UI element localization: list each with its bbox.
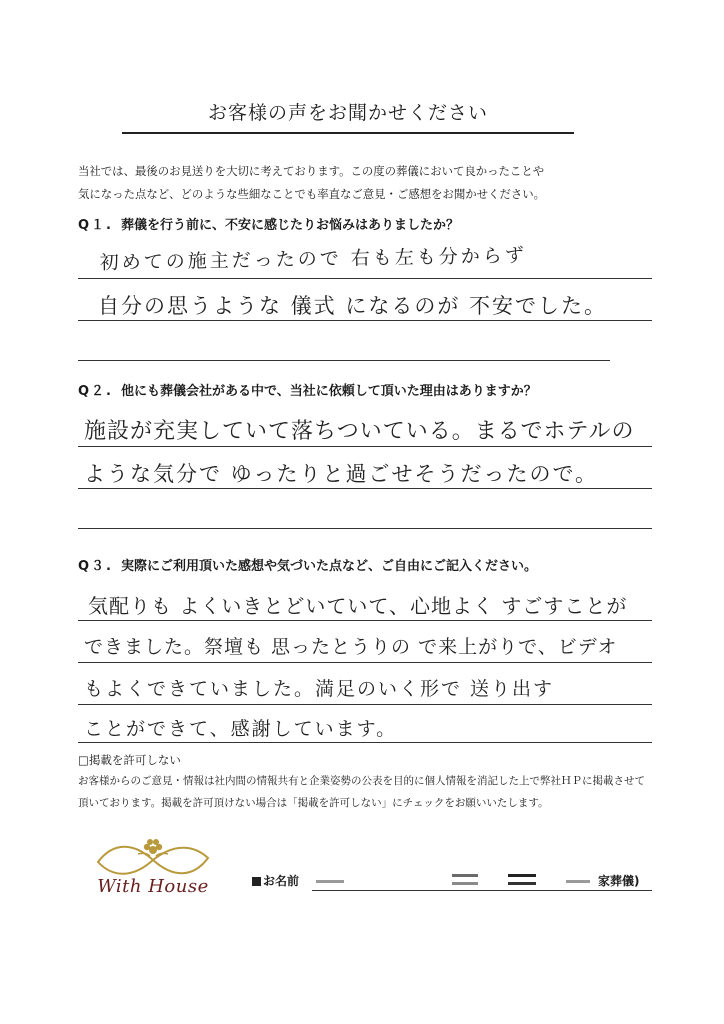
redaction-mark: [452, 882, 478, 885]
redaction-mark: [316, 880, 344, 883]
question-1-text: 葬儀を行う前に、不安に感じたりお悩みはありましたか？: [121, 218, 460, 233]
title-underline: [122, 132, 574, 134]
q2-answer-rule-3: [78, 528, 652, 529]
redaction-mark: [508, 882, 536, 885]
q2-answer-line-1: 施設が充実していて落ちついている。まるでホテルの: [84, 419, 635, 444]
privacy-notice-line-2: 頂いております。掲載を許可頂けない場合は「掲載を許可しない」にチェックをお願いいたします。: [78, 797, 549, 809]
q2-answer-rule-2: [78, 488, 652, 489]
q1-answer-line-1: 初めての施主だったので 右も左も分からず: [99, 244, 527, 275]
intro-text: [78, 160, 678, 206]
q3-answer-line-3: もよくできていました。満足のいく形で 送り出す: [84, 678, 555, 700]
intro-line-2: 気になった点など、どのような些細なことでも率直なご意見・ご感想をお聞かせください。: [78, 187, 546, 201]
q2-answer-rule-1: [78, 446, 652, 447]
q3-answer-line-1: 気配りも よくいきとどいていて、心地よく すごすことが: [88, 594, 628, 618]
question-1-label: Q１.: [78, 218, 113, 233]
q3-answer-line-4: ことができて、感謝しています。: [84, 718, 398, 740]
q1-answer-rule-3: [78, 360, 610, 361]
q3-answer-rule-4: [78, 742, 652, 743]
intro-line-1: 当社では、最後のお見送りを大切に考えております。この度の葬儀において良かったことや: [78, 164, 545, 178]
logo-flower-icon: [78, 838, 228, 878]
privacy-notice: [78, 770, 678, 814]
family-funeral-suffix: 家葬儀): [598, 874, 640, 888]
name-square-icon: [252, 877, 261, 886]
with-house-logo: [78, 838, 228, 908]
question-2: [78, 380, 537, 399]
q1-answer-line-2: 自分の思うような 儀式 になるのが 不安でした。: [98, 294, 608, 318]
q1-answer-rule-1: [78, 278, 652, 279]
consent-checkbox-label[interactable]: □掲載を許可しない: [78, 753, 181, 767]
q3-answer-rule-2: [78, 662, 652, 663]
q3-answer-rule-3: [78, 704, 652, 705]
q2-answer-line-2: ような気分で ゆったりと過ごせそうだったので。: [84, 462, 599, 486]
privacy-notice-line-1: お客様からのご意見・情報は社内間の情報共有と企業姿勢の公表を目的に個人情報を消記した上で弊社ＨＰに掲載させて: [78, 775, 645, 787]
q1-answer-rule-2: [78, 320, 652, 321]
q3-answer-rule-1: [78, 620, 652, 621]
name-field-line: [312, 890, 652, 891]
redaction-mark: [508, 874, 536, 877]
name-label-text: お名前: [263, 874, 300, 888]
form-title: お客様の声をお聞かせください: [207, 102, 488, 124]
question-3-text: 実際にご利用頂いた感想や気づいた点など、ご自由にご記入ください。: [121, 559, 538, 574]
logo-wordmark: With House: [97, 876, 209, 897]
question-2-label: Q２.: [78, 384, 113, 399]
redaction-mark: [452, 874, 478, 877]
name-field-label: [252, 872, 299, 889]
question-1: [78, 214, 459, 233]
redaction-mark: [566, 880, 590, 883]
question-2-text: 他にも葬儀会社がある中で、当社に依頼して頂いた理由はありますか？: [121, 384, 537, 399]
question-3: [78, 555, 537, 574]
question-3-label: Q３.: [78, 559, 113, 574]
q3-answer-line-2: できました。祭壇も 思ったとうりの で来上がりで、ビデオ: [84, 636, 618, 658]
